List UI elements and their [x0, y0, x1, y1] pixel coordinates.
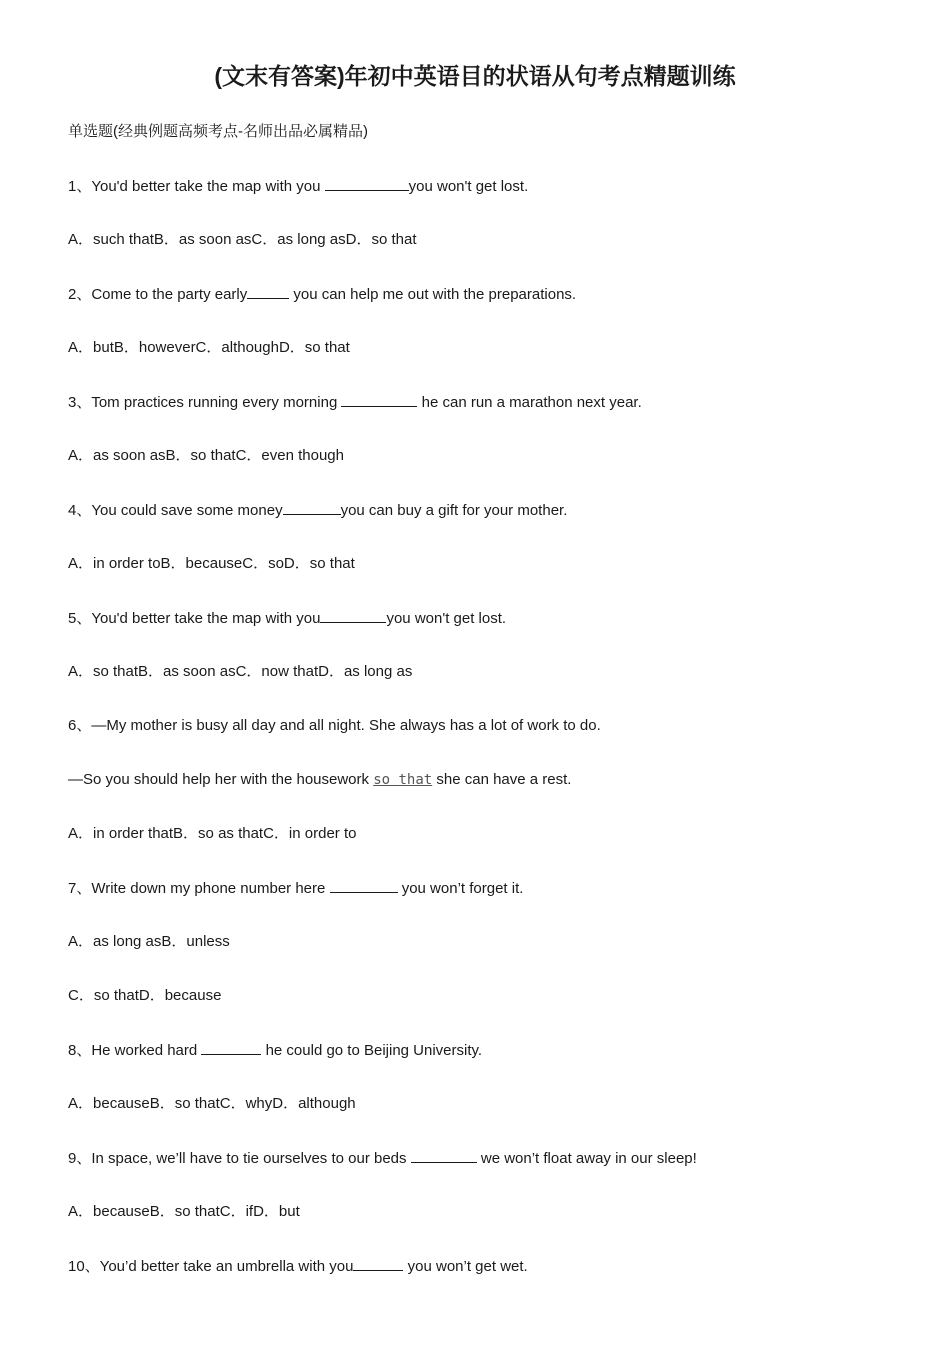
answer-blank: [341, 392, 417, 407]
document-title: (文末有答案)年初中英语目的状语从句考点精题训练: [214, 63, 736, 89]
question-7: 7、Write down my phone number here you won’t forget it.: [68, 880, 524, 897]
question-4-options: A．in order toB．becauseC．soD．so that: [68, 555, 355, 572]
section-heading: 单选题(经典例题高频考点-名师出品必属精品): [68, 123, 368, 140]
question-2-options: A．butB．howeverC．althoughD．so that: [68, 339, 350, 356]
answer-blank: [330, 878, 398, 893]
question-9-options: A．becauseB．so thatC．ifD．but: [68, 1203, 300, 1220]
question-3: 3、Tom practices running every morning he can run a marathon next year.: [68, 394, 642, 411]
filled-answer: so that: [373, 772, 433, 788]
question-6-options: A．in order thatB．so as thatC．in order to: [68, 825, 357, 842]
question-9: 9、In space, we’ll have to tie ourselves to our beds we won’t float away in our sleep!: [68, 1150, 697, 1167]
answer-blank: [411, 1148, 477, 1163]
answer-blank: [283, 500, 341, 515]
answer-blank: [325, 176, 409, 191]
question-8: 8、He worked hard he could go to Beijing University.: [68, 1042, 483, 1059]
question-10: 10、You’d better take an umbrella with you you won’t get wet.: [68, 1258, 528, 1275]
question-1: 1、You'd better take the map with you you won't get lost.: [68, 178, 529, 195]
answer-blank: [353, 1256, 403, 1271]
answer-blank: [247, 284, 289, 299]
question-6-reply: —So you should help her with the housework so that she can have a rest.: [68, 771, 572, 788]
answer-blank: [320, 608, 386, 623]
answer-blank: [201, 1040, 261, 1055]
question-4: 4、You could save some money you can buy a gift for your mother.: [68, 502, 568, 519]
question-8-options: A．becauseB．so thatC．whyD．although: [68, 1095, 356, 1112]
question-6: 6、—My mother is busy all day and all night. She always has a lot of work to do.: [68, 717, 601, 734]
question-5-options: A．so thatB．as soon asC．now thatD．as long as: [68, 663, 413, 680]
question-7-options-c: C．so thatD．because: [68, 987, 222, 1004]
question-1-options: A．such thatB．as soon asC．as long asD．so that: [68, 231, 417, 248]
question-2: 2、Come to the party early you can help me out with the preparations.: [68, 286, 577, 303]
question-7-options-a: A．as long asB．unless: [68, 933, 230, 950]
question-5: 5、You'd better take the map with you you won't get lost.: [68, 610, 507, 627]
question-3-options: A．as soon asB．so thatC．even though: [68, 447, 344, 464]
